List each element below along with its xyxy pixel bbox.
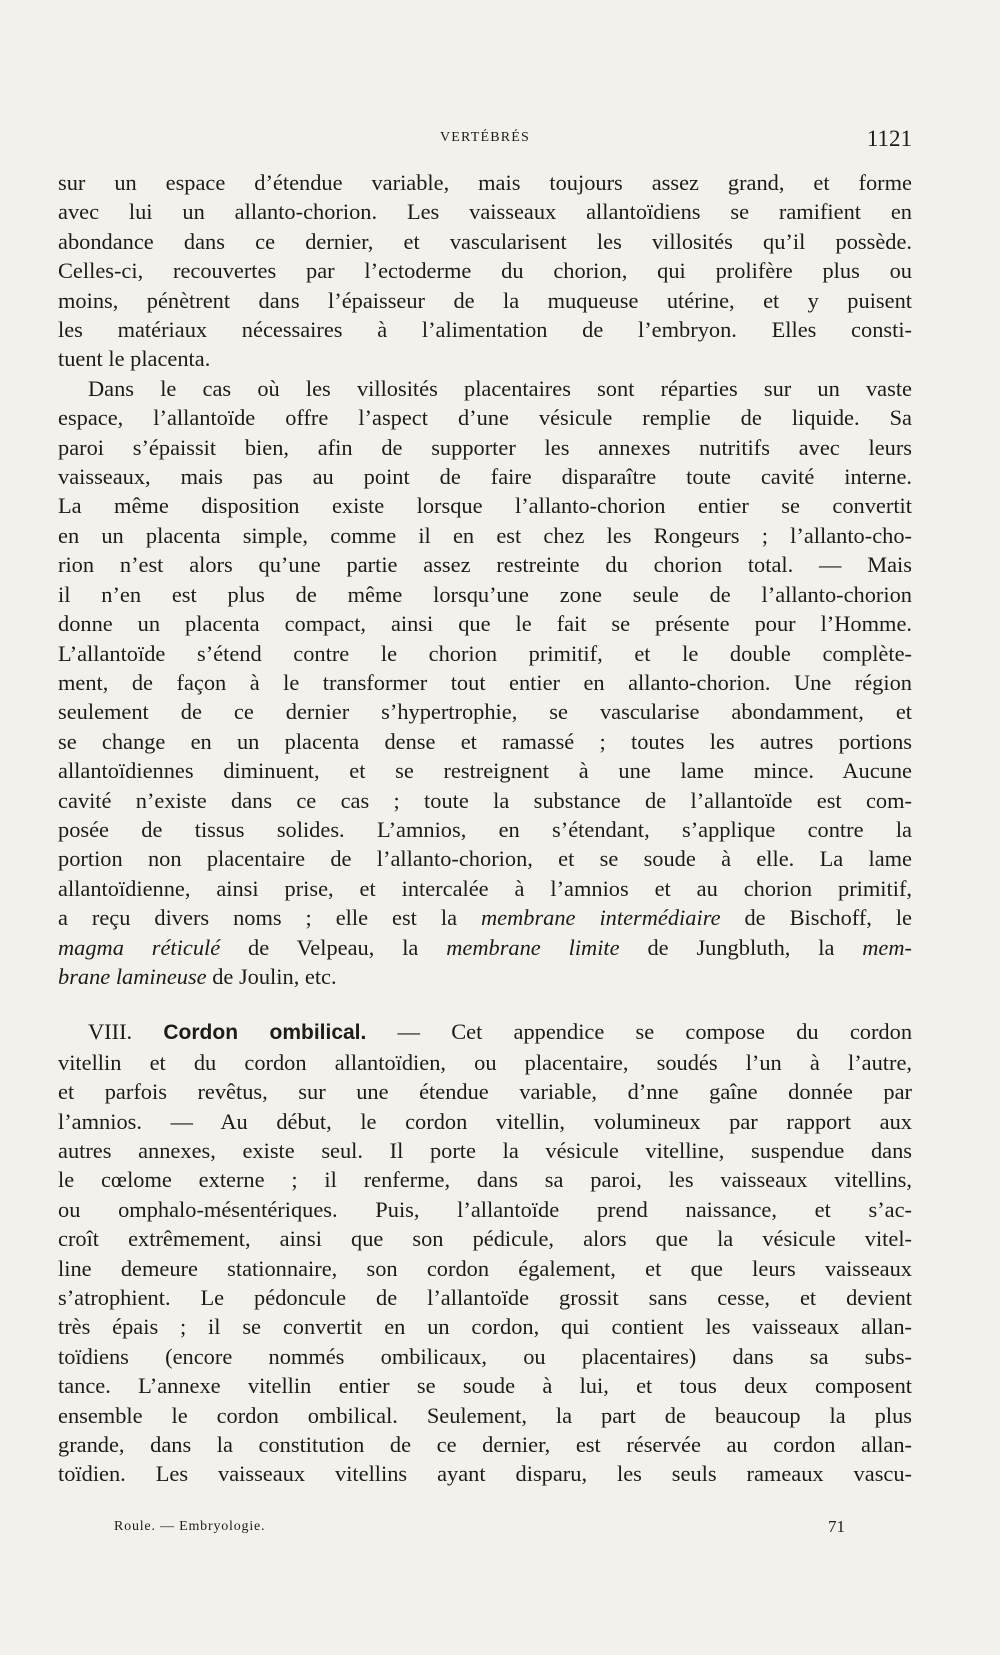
section-viii — [58, 1017, 912, 1489]
page-header — [58, 126, 912, 156]
paragraph — [58, 374, 912, 992]
text-line: espace, l’allantoïde offre l’aspect d’une vésicule remplie de liquide. Sa — [58, 405, 912, 431]
text-line: seulement de ce dernier s’hypertrophie, se vascularise abondamment, et — [58, 699, 912, 725]
text-line: en un placenta simple, comme il en est chez les Rongeurs ; l’allanto-cho- — [58, 522, 912, 548]
text-line: et parfois revêtus, sur une étendue variable, d’nne gaîne donnée par — [58, 1079, 912, 1105]
text-line: l’amnios. — Au début, le cordon vitellin, volumineux par rapport aux — [58, 1108, 912, 1134]
section-spacer — [58, 991, 912, 1017]
text-line: croît extrêmement, ainsi que son pédicule, alors que la vésicule vitel- — [58, 1226, 912, 1252]
text-line: très épais ; il se convertit en un cordon, qui contient les vaisseaux allan- — [58, 1314, 912, 1340]
text-line: autres annexes, existe seul. Il porte la vésicule vitelline, suspendue dans — [58, 1138, 912, 1163]
text-line: moins, pénètrent dans l’épaisseur de la muqueuse utérine, et y puisent — [58, 287, 912, 313]
text-run: de Bischoff, le — [720, 905, 912, 931]
body-text — [58, 168, 912, 1489]
text-line: sur un espace d’étendue variable, mais toujours assez grand, et forme — [58, 170, 912, 195]
text-line: cavité n’existe dans ce cas ; toute la substance de l’allantoïde est com- — [58, 787, 912, 813]
text-line: vitellin et du cordon allantoïdien, ou placentaire, soudés l’un à l’autre, — [58, 1049, 912, 1075]
text-line: se change en un placenta dense et ramassé ; toutes les autres portions — [58, 728, 912, 754]
text-line: toïdien. Les vaisseaux vitellins ayant disparu, les seuls rameaux vascu- — [58, 1461, 912, 1487]
text-line: le cœlome externe ; il renferme, dans sa paroi, les vaisseaux vitellins, — [58, 1167, 912, 1193]
text-line: posée de tissus solides. L’amnios, en s’étendant, s’applique contre la — [58, 816, 912, 842]
sheet-number: 71 — [828, 1517, 845, 1536]
text-line: donne un placenta compact, ainsi que le fait se présente pour l’Homme. — [58, 611, 912, 637]
section-title: Cordon ombilical. — [163, 1021, 367, 1045]
italic-term: mem- — [862, 934, 912, 960]
text-line: vaisseaux, mais pas au point de faire disparaître toute cavité interne. — [58, 464, 912, 490]
text-line: tance. L’annexe vitellin entier se soude à lui, et tous deux composent — [58, 1373, 912, 1399]
text-line: les matériaux nécessaires à l’alimentation de l’embryon. Elles consti- — [58, 317, 912, 343]
text-line — [58, 903, 912, 932]
text-line: Celles-ci, recouvertes par l’ectoderme du chorion, qui prolifère plus ou — [58, 258, 912, 284]
text-line: La même disposition existe lorsque l’allanto-chorion entier se convertit — [58, 493, 912, 519]
text-line: paroi s’épaissit bien, afin de supporter les annexes nutritifs avec leurs — [58, 434, 912, 460]
text-line — [58, 962, 912, 991]
italic-term: magma réticulé — [58, 934, 221, 960]
text-line: avec lui un allanto-chorion. Les vaisseaux allantoïdiens se ramifient en — [58, 199, 912, 225]
text-line: ment, de façon à le transformer tout entier en allanto-chorion. Une région — [58, 669, 912, 695]
text-line — [58, 933, 912, 962]
page-number: 1121 — [866, 126, 912, 151]
text-line: Dans le cas où les villosités placentaires sont réparties sur un vaste — [88, 375, 912, 401]
italic-term: membrane limite — [446, 934, 620, 960]
text-line: tuent le placenta. — [58, 346, 211, 372]
text-line: grande, dans la constitution de ce dernier, est réservée au cordon allan- — [58, 1432, 912, 1458]
text-line: ensemble le cordon ombilical. Seulement, la part de beaucoup la plus — [58, 1402, 912, 1428]
text-run: de Jungbluth, la — [619, 934, 863, 960]
text-line: allantoïdienne, ainsi prise, et intercalée à l’amnios et au chorion primitif, — [58, 875, 912, 901]
text-line: rion n’est alors qu’une partie assez restreinte du chorion total. — Mais — [58, 552, 912, 578]
signature-mark: Roule. — Embryologie. — [114, 1519, 266, 1534]
text-line: L’allantoïde s’étend contre le chorion primitif, et le double complète- — [58, 640, 912, 666]
text-line: abondance dans ce dernier, et vascularisent les villosités qu’il possède. — [58, 228, 912, 254]
text-line: ou omphalo-mésentériques. Puis, l’allantoïde prend naissance, et s’ac- — [58, 1196, 912, 1222]
text-line: allantoïdiennes diminuent, et se restreignent à une lame mince. Aucune — [58, 758, 912, 784]
page-footer — [58, 1515, 912, 1541]
text-line: il n’en est plus de même lorsqu’une zone seule de l’allanto-chorion — [58, 581, 912, 607]
running-title: VERTÉBRÉS — [439, 130, 531, 145]
text-line: line demeure stationnaire, son cordon également, et que leurs vaisseaux — [58, 1255, 912, 1281]
text-run: de Joulin, etc. — [206, 963, 337, 989]
text-line: toïdiens (encore nommés ombilicaux, ou placentaires) dans sa subs- — [58, 1343, 912, 1369]
text-line: s’atrophient. Le pédoncule de l’allantoïde grossit sans cesse, et devient — [58, 1285, 912, 1311]
text-run: de Velpeau, la — [220, 934, 447, 960]
section-first-line — [58, 1017, 912, 1047]
italic-term: membrane intermédiaire — [480, 905, 721, 931]
italic-term: brane lamineuse — [58, 963, 207, 989]
text-line: portion non placentaire de l’allanto-chorion, et se soude à elle. La lame — [58, 846, 912, 872]
section-number: VIII. — [88, 1019, 164, 1045]
paragraph — [58, 168, 912, 374]
text-run: a reçu divers noms ; elle est la — [58, 905, 481, 931]
text-run: — Cet appendice se compose du cordon — [366, 1019, 912, 1045]
